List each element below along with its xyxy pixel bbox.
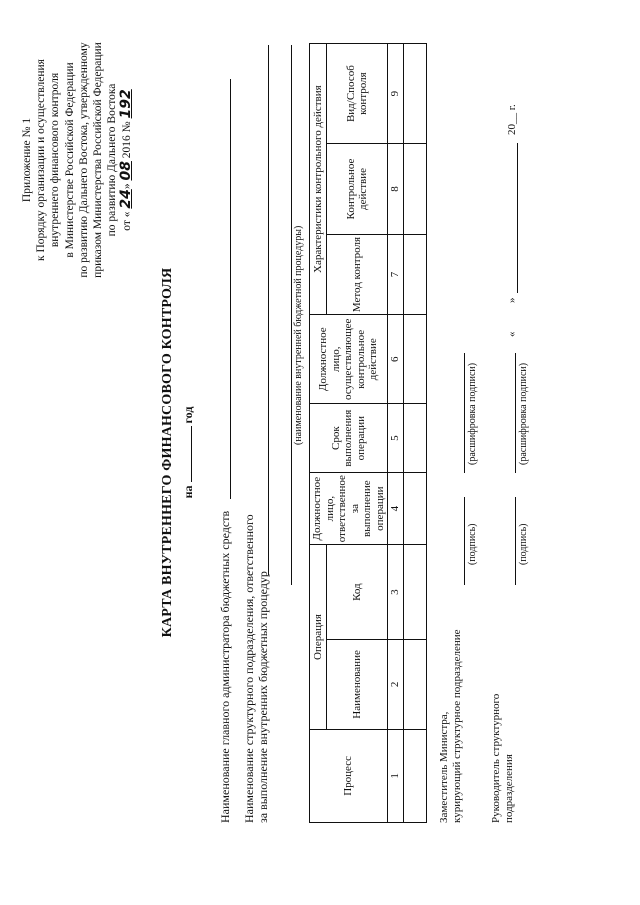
appendix-line-3: внутреннего финансового контроля [49, 72, 62, 248]
year-blank [180, 426, 192, 482]
sign-date-year: 20__ г. [506, 104, 518, 135]
admin-label: Наименование главного администратора бюджетных средств [218, 510, 232, 823]
procedure-fill-line [291, 45, 292, 585]
col-number: 2 [388, 640, 404, 730]
procedure-caption: (наименование внутренней бюджетной процедуры) [293, 225, 304, 445]
appendix-block [20, 15, 135, 305]
appendix-line-1: Приложение № 1 [21, 117, 33, 203]
signer-2-line-2: подразделения [503, 754, 515, 823]
admin-fill-line [230, 79, 231, 499]
col-number: 3 [388, 545, 404, 640]
col-operation: Операция [310, 545, 327, 730]
col-number: 4 [388, 473, 404, 545]
col-responsible: Должностное лицо, ответственное за выполнение операции [310, 473, 388, 545]
decode-line-1 [464, 353, 465, 473]
col-number: 1 [388, 729, 404, 822]
appendix-line-6: приказом Министерства Российской Федерации [92, 42, 105, 278]
appendix-line-2: к Порядку организации и осуществления [35, 59, 48, 261]
order-number: 192 [118, 89, 135, 119]
signature-caption-2: (подпись) [518, 523, 529, 565]
signature-line-2 [515, 497, 516, 585]
sign-date-close: » [506, 297, 518, 303]
col-type: Вид/Способ контроля [327, 44, 388, 144]
appendix-date-line [119, 15, 134, 305]
col-number: 9 [388, 44, 404, 144]
col-term: Срок выполнения операции [310, 404, 388, 473]
col-name: Наименование [327, 640, 388, 730]
signature-line-1 [464, 497, 465, 585]
col-method: Метод контроля [327, 234, 388, 314]
signer-2-line-1: Руководитель структурного [490, 693, 502, 823]
division-fill-line [268, 45, 269, 575]
col-number: 8 [388, 144, 404, 235]
col-number: 5 [388, 404, 404, 473]
year-prefix: на [181, 485, 195, 499]
year-line [180, 0, 196, 905]
col-action: Контрольное действие [327, 144, 388, 235]
col-process: Процесс [310, 729, 388, 822]
decode-caption-1: (расшифровка подписи) [467, 362, 478, 465]
col-number: 6 [388, 315, 404, 404]
division-label-2: за выполнение внутренних бюджетных процедур [256, 571, 270, 823]
decode-caption-2: (расшифровка подписи) [518, 362, 529, 465]
year-suffix: год [181, 406, 195, 424]
col-number: 7 [388, 234, 404, 314]
col-controller: Должностное лицо, осуществляющее контрольное действие [310, 315, 388, 404]
division-label-1: Наименование структурного подразделения, ответственного [242, 514, 256, 823]
signature-caption-1: (подпись) [467, 523, 478, 565]
appendix-line-4: в Министерстве Российской Федерации [63, 62, 76, 258]
appendix-line-7: по развитию Дальнего Востока [106, 83, 119, 237]
date-prefix: от « [121, 211, 134, 231]
table-row-numbers [388, 44, 404, 823]
table-row-empty [403, 44, 426, 823]
date-quote-close: » [121, 183, 134, 190]
signer-1-line-1: Заместитель Министра, [438, 711, 450, 823]
sign-date-open: « [506, 331, 518, 337]
date-month: 08 [118, 161, 135, 181]
date-year: 2016 № [121, 121, 134, 159]
date-day: 24 [118, 189, 135, 209]
sign-date-month-line [517, 143, 518, 293]
page-title: КАРТА ВНУТРЕННЕГО ФИНАНСОВОГО КОНТРОЛЯ [160, 267, 175, 638]
signer-1-line-2: курирующий структурное подразделение [451, 629, 463, 823]
col-code: Код [327, 545, 388, 640]
col-characteristics: Характеристики контрольного действия [310, 44, 327, 315]
appendix-line-5: по развитию Дальнего Востока, утвержденному [77, 42, 90, 278]
control-table [309, 43, 427, 823]
decode-line-2 [515, 353, 516, 473]
